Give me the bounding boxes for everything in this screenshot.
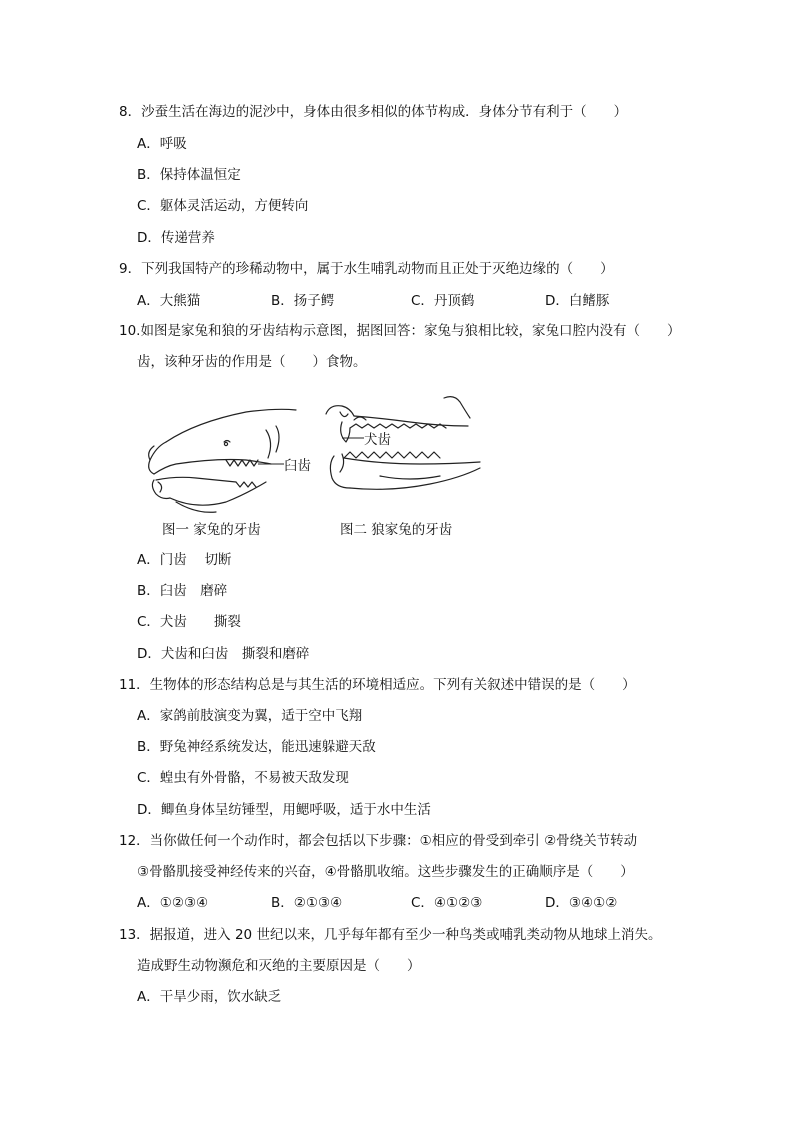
question-11-option-a: A．家鸽前肢演变为翼，适于空中飞翔 [137, 708, 363, 724]
question-9-stem: 9．下列我国特产的珍稀动物中，属于水生哺乳动物而且正处于灭绝边缘的（ ） [119, 261, 614, 277]
question-11-option-d: D．鲫鱼身体呈纺锤型，用鳃呼吸，适于水中生活 [137, 802, 431, 818]
question-12-stem-line1: 12．当你做任何一个动作时，都会包括以下步骤：①相应的骨受到牵引 ②骨绕关节转动 [119, 833, 638, 849]
question-9-option-a: A．大熊猫 [137, 293, 201, 309]
question-10-stem-line2: 齿，该种牙齿的作用是（ ）食物。 [137, 354, 367, 370]
label-molar: 臼齿 [284, 458, 311, 474]
question-11-option-b: B．野兔神经系统发达，能迅速躲避天敌 [137, 739, 376, 755]
question-13-stem-line2: 造成野生动物濒危和灭绝的主要原因是（ ） [137, 958, 421, 974]
question-11-stem: 11．生物体的形态结构总是与其生活的环境相适应。下列有关叙述中错误的是（ ） [119, 677, 636, 693]
wolf-skull-drawing [320, 392, 490, 502]
question-13-stem-line1: 13．据报道，进入 20 世纪以来，几乎每年都有至少一种鸟类或哺乳类动物从地球上消失。 [119, 927, 662, 943]
question-12-option-c: C．④①②③ [411, 895, 483, 911]
question-13-option-a: A．干旱少雨，饮水缺乏 [137, 989, 282, 1005]
question-12-option-a: A．①②③④ [137, 895, 209, 911]
question-12-option-b: B．②①③④ [271, 895, 343, 911]
question-9-option-d: D．白鳍豚 [545, 293, 610, 309]
question-12-stem-line2: ③骨骼肌接受神经传来的兴奋，④骨骼肌收缩。这些步骤发生的正确顺序是（ ） [137, 864, 634, 880]
molar-pointer-line [258, 460, 288, 470]
canine-pointer-line [342, 434, 372, 444]
figure-caption-rabbit: 图一 家兔的牙齿 [162, 522, 261, 538]
question-10-option-b: B．臼齿 磨碎 [137, 583, 228, 599]
question-10-option-a: A．门齿 切断 [137, 552, 232, 568]
question-8-option-b: B．保持体温恒定 [137, 167, 241, 183]
label-canine: 犬齿 [364, 432, 391, 448]
question-12-option-d: D．③④①② [545, 895, 618, 911]
teeth-figure [136, 392, 496, 540]
question-9-option-b: B．扬子鳄 [271, 293, 335, 309]
question-10-stem-line1: 10.如图是家兔和狼的牙齿结构示意图，据图回答：家兔与狼相比较，家兔口腔内没有（ ） [119, 323, 681, 339]
question-8-option-a: A．呼吸 [137, 136, 187, 152]
question-9-option-c: C．丹顶鹤 [411, 293, 475, 309]
question-8-option-c: C．躯体灵活运动，方便转向 [137, 198, 309, 214]
question-10-option-c: C．犬齿 撕裂 [137, 614, 241, 630]
figure-caption-wolf: 图二 狼家兔的牙齿 [340, 522, 453, 538]
question-8-option-d: D．传递营养 [137, 230, 215, 246]
question-8-stem: 8．沙蚕生活在海边的泥沙中，身体由很多相似的体节构成．身体分节有利于（ ） [119, 104, 628, 120]
question-11-option-c: C．蝗虫有外骨骼，不易被天敌发现 [137, 770, 349, 786]
question-10-option-d: D．犬齿和臼齿 撕裂和磨碎 [137, 646, 310, 662]
